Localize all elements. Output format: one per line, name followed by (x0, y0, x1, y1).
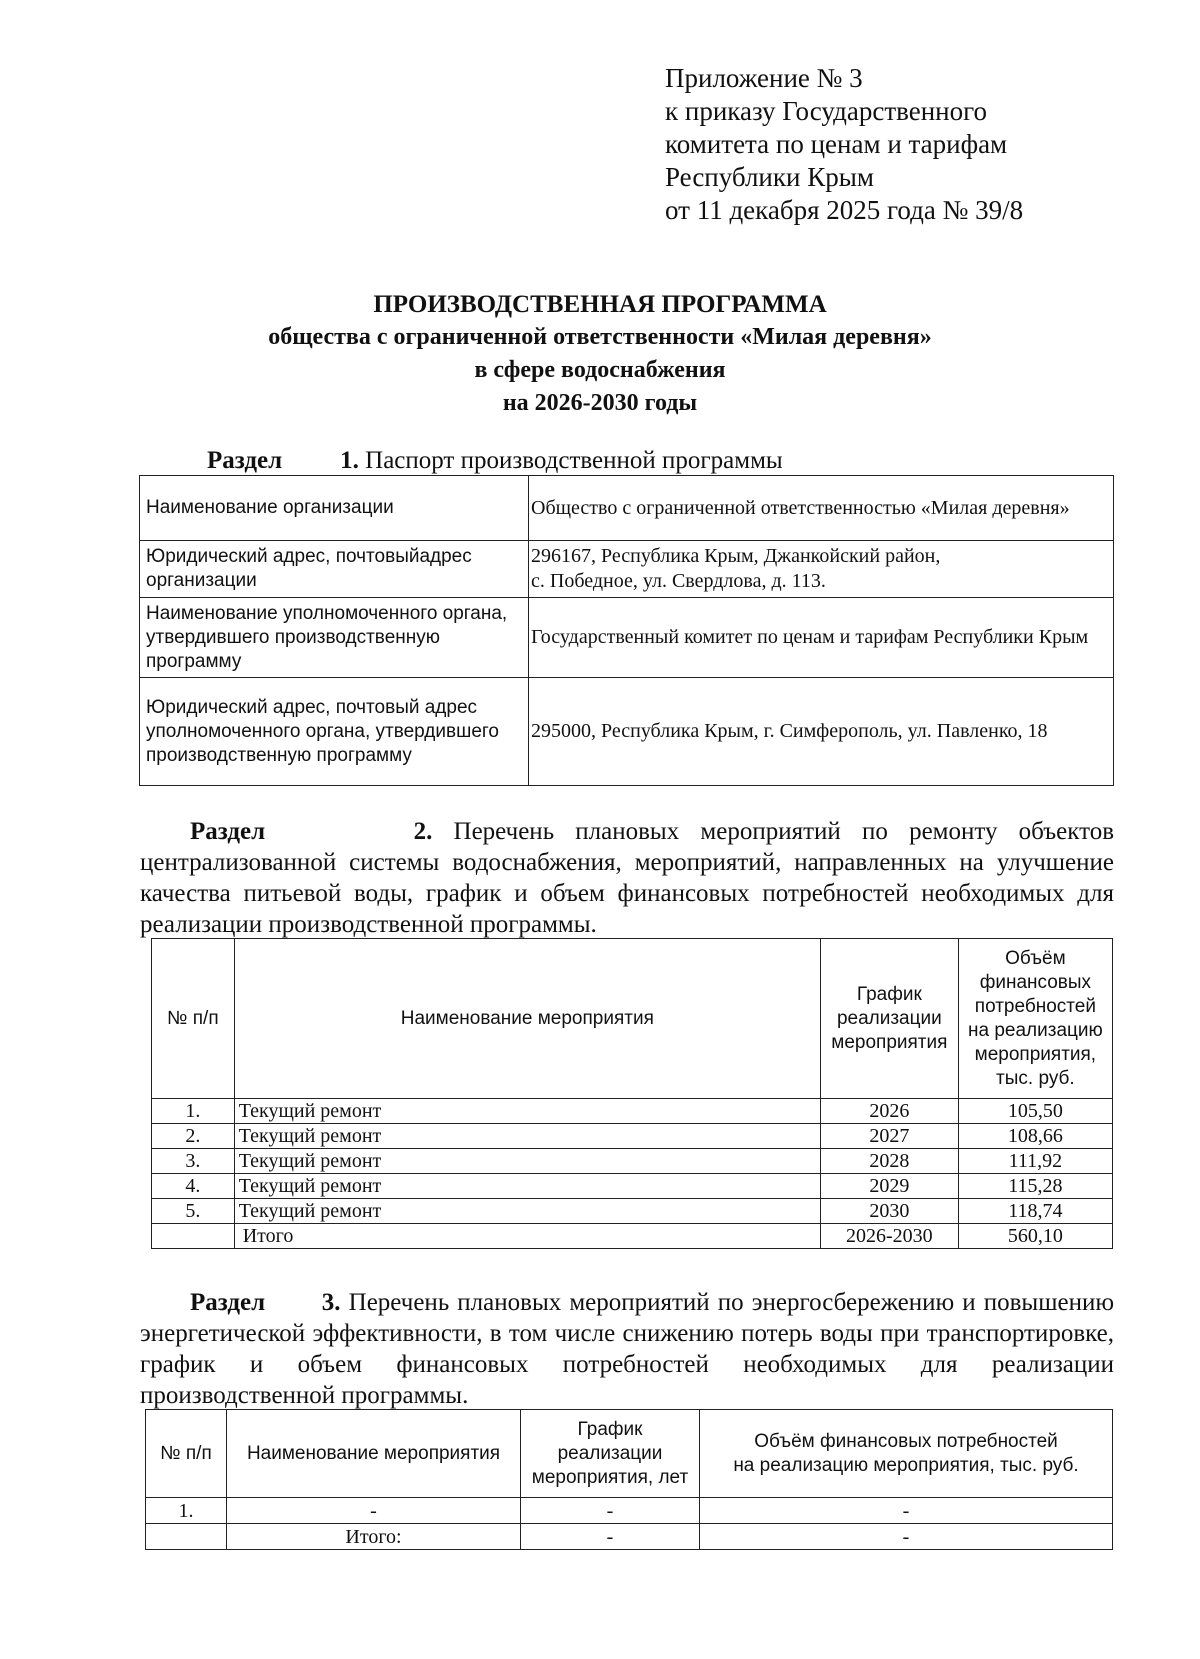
section-label: Раздел (190, 1289, 266, 1316)
table-row (140, 476, 1114, 541)
table-header-row (152, 939, 1113, 1099)
passport-value (529, 541, 1114, 598)
row-volume: 560,10 (958, 1224, 1112, 1249)
row-volume: 111,92 (958, 1149, 1112, 1174)
passport-value: Общество с ограниченной ответственностью «Милая деревня» (529, 476, 1114, 541)
column-header: Наименование мероприятия (227, 1410, 521, 1498)
row-number: 4. (152, 1174, 235, 1199)
appendix-header (665, 62, 1023, 227)
column-header: Объём финансовых потребностей на реализацию мероприятия, тыс. руб. (958, 939, 1112, 1099)
row-schedule: - (521, 1498, 700, 1524)
section3-paragraph (140, 1287, 1114, 1411)
section-text: Перечень плановых мероприятий по энергосбережению и повышению энергетической эффективности, в том числе снижению потерь воды при транспортировке, график и объем финансовых потребностей необходимых для реализации производственной программы. (140, 1289, 1114, 1409)
table-header-row (146, 1410, 1113, 1498)
row-name: Текущий ремонт (234, 1149, 820, 1174)
passport-key: Наименование уполномоченного органа, утвердившего производственную программу (140, 598, 529, 678)
appendix-line: Республики Крым (665, 162, 874, 192)
passport-key: Юридический адрес, почтовыйадрес организации (140, 541, 529, 598)
row-schedule: 2026 (820, 1099, 958, 1124)
table-row (152, 1149, 1113, 1174)
row-name: Текущий ремонт (234, 1174, 820, 1199)
passport-value: 295000, Республика Крым, г. Симферополь, ул. Павленко, 18 (529, 678, 1114, 786)
row-name: - (227, 1498, 521, 1524)
row-number: 3. (152, 1149, 235, 1174)
passport-value-line: 296167, Республика Крым, Джанкойский район, (531, 545, 941, 567)
passport-key: Юридический адрес, почтовый адрес уполномоченного органа, утвердившего производственную программу (140, 678, 529, 786)
column-header: График реализации мероприятия, лет (521, 1410, 700, 1498)
row-number (152, 1224, 235, 1249)
title-main: ПРОИЗВОДСТВЕННАЯ ПРОГРАММА (373, 291, 827, 318)
row-volume: 118,74 (958, 1199, 1112, 1224)
column-header (700, 1410, 1113, 1498)
row-number: 2. (152, 1124, 235, 1149)
document-title (0, 288, 1200, 420)
row-number: 5. (152, 1199, 235, 1224)
table-total-row (152, 1224, 1113, 1249)
section-label: Раздел (190, 818, 266, 845)
title-line: общества с ограниченной ответственности «Милая деревня» (268, 324, 932, 350)
title-line: в сфере водоснабжения (474, 357, 726, 383)
section-number: 2. (413, 818, 433, 845)
row-volume: 108,66 (958, 1124, 1112, 1149)
table-row (152, 1124, 1113, 1149)
column-header-line: Объём финансовых потребностей (754, 1430, 1058, 1452)
table-row (152, 1199, 1113, 1224)
row-name: Итого (234, 1224, 820, 1249)
section-label: Раздел (207, 447, 283, 474)
row-volume: - (700, 1498, 1113, 1524)
row-volume: - (700, 1524, 1113, 1550)
column-header: № п/п (152, 939, 235, 1099)
row-number: 1. (152, 1099, 235, 1124)
row-schedule: - (521, 1524, 700, 1550)
section-number: 1. (340, 447, 359, 474)
row-volume: 115,28 (958, 1174, 1112, 1199)
energy-table (145, 1409, 1113, 1550)
row-schedule: 2028 (820, 1149, 958, 1174)
appendix-line: Приложение № 3 (665, 63, 863, 93)
repair-table (151, 938, 1113, 1249)
row-schedule: 2027 (820, 1124, 958, 1149)
title-line: на 2026-2030 годы (502, 390, 698, 416)
column-header: Наименование мероприятия (234, 939, 820, 1099)
column-header: График реализации мероприятия (820, 939, 958, 1099)
row-volume: 105,50 (958, 1099, 1112, 1124)
row-name: Текущий ремонт (234, 1124, 820, 1149)
section-text: Перечень плановых мероприятий по ремонту объектов централизованной системы водоснабжения, мероприятий, направленных на улучшение качества питьевой воды, график и объем финансовых потребностей необходимых для реализации производственной программы. (140, 818, 1114, 938)
row-number (146, 1524, 227, 1550)
table-row (146, 1498, 1113, 1524)
passport-table (139, 475, 1114, 786)
appendix-line: комитета по ценам и тарифам (665, 129, 1008, 159)
table-row (152, 1174, 1113, 1199)
column-header: № п/п (146, 1410, 227, 1498)
row-name: Текущий ремонт (234, 1199, 820, 1224)
passport-value-line: с. Победное, ул. Свердлова, д. 113. (531, 570, 826, 592)
appendix-line: к приказу Государственного (665, 96, 988, 126)
table-row (140, 541, 1114, 598)
table-row (152, 1099, 1113, 1124)
appendix-line: от 11 декабря 2025 года № 39/8 (665, 195, 1024, 225)
section1-heading (207, 447, 783, 475)
row-schedule: 2030 (820, 1199, 958, 1224)
passport-value: Государственный комитет по ценам и тарифам Республики Крым (529, 598, 1114, 678)
column-header-line: на реализацию мероприятия, тыс. руб. (733, 1454, 1079, 1476)
row-name: Текущий ремонт (234, 1099, 820, 1124)
table-row (140, 598, 1114, 678)
table-total-row (146, 1524, 1113, 1550)
row-schedule: 2026-2030 (820, 1224, 958, 1249)
passport-key: Наименование организации (140, 476, 529, 541)
section-number: 3. (321, 1289, 341, 1316)
row-name: Итого: (227, 1524, 521, 1550)
table-row (140, 678, 1114, 786)
row-schedule: 2029 (820, 1174, 958, 1199)
section2-paragraph (140, 816, 1114, 940)
row-number: 1. (146, 1498, 227, 1524)
section-heading-text: Паспорт производственной программы (365, 447, 783, 474)
